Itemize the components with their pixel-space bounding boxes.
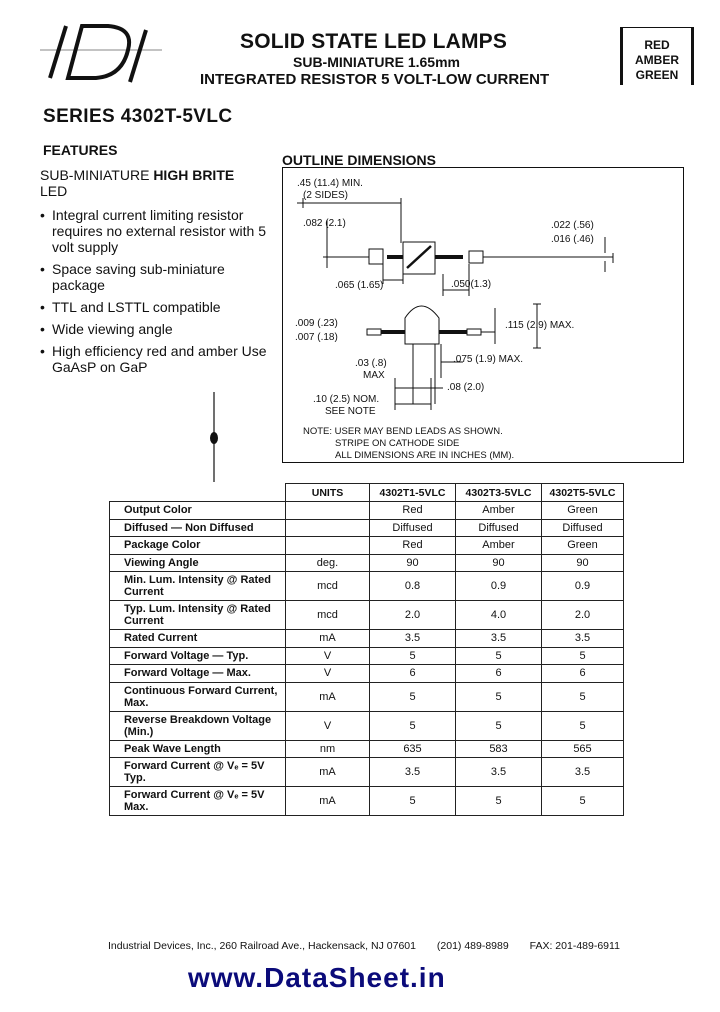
table-value-cell: 2.0: [542, 601, 624, 630]
dim-nominal: .10 (2.5) NOM.: [313, 394, 380, 405]
table-value-cell: 90: [542, 554, 624, 572]
table-value-cell: 0.9: [542, 572, 624, 601]
table-row: [110, 740, 624, 758]
table-value-cell: 5: [542, 647, 624, 665]
table-value-cell: 3.5: [456, 630, 542, 648]
table-value-cell: V: [286, 647, 370, 665]
dim-dome-width: .075 (1.9) MAX.: [453, 354, 524, 365]
table-row: [110, 647, 624, 665]
table-value-cell: 3.5: [542, 630, 624, 648]
table-value-cell: [286, 537, 370, 555]
table-value-cell: 5: [370, 711, 456, 740]
features-sub-bold: HIGH BRITE: [153, 167, 235, 183]
table-header-cell: 4302T5-5VLC: [542, 484, 624, 502]
table-row: [110, 502, 624, 520]
dim-thick-2: .007 (.18): [295, 332, 338, 343]
footer-phone: (201) 489-8989: [436, 940, 509, 952]
color-amber: AMBER: [635, 53, 679, 67]
table-value-cell: 5: [456, 682, 542, 711]
doc-subtitle-1: SUB-MINIATURE 1.65mm: [293, 54, 460, 70]
feature-item: • High efficiency red and amber Use GaAsP on GaP: [40, 343, 280, 375]
table-row: [110, 682, 624, 711]
table-value-cell: 0.9: [456, 572, 542, 601]
table-header-row: [110, 484, 624, 502]
table-param-cell: Forward Voltage — Typ.: [110, 647, 286, 665]
table-param-cell: Output Color: [110, 502, 286, 520]
watermark-link[interactable]: www.DataSheet.in: [188, 962, 446, 993]
table-value-cell: 3.5: [456, 758, 542, 787]
table-row: [110, 665, 624, 683]
table-value-cell: 4.0: [456, 601, 542, 630]
features-list: [40, 207, 280, 381]
dim-lead-d2: .016 (.46): [551, 234, 594, 245]
table-param-cell: Typ. Lum. Intensity @ Rated Current: [110, 601, 286, 630]
feature-item: • TTL and LSTTL compatible: [40, 299, 280, 315]
outline-heading: OUTLINE DIMENSIONS: [282, 152, 437, 168]
feature-item: • Wide viewing angle: [40, 321, 280, 337]
table-value-cell: Amber: [456, 502, 542, 520]
table-header-cell: UNITS: [286, 484, 370, 502]
table-row: [110, 630, 624, 648]
table-value-cell: mA: [286, 682, 370, 711]
table-value-cell: 5: [456, 711, 542, 740]
table-value-cell: 5: [456, 787, 542, 816]
dim-dome: .03 (.8): [355, 358, 387, 369]
footer: [108, 940, 638, 952]
table-value-cell: Red: [370, 537, 456, 555]
table-value-cell: Amber: [456, 537, 542, 555]
table-row: [110, 711, 624, 740]
table-value-cell: Diffused: [542, 519, 624, 537]
dim-width-1: .065 (1.65): [335, 280, 384, 291]
footer-company: Industrial Devices, Inc., 260 Railroad Ave., Hackensack, NJ 07601: [108, 940, 416, 952]
color-red: RED: [644, 38, 670, 52]
footer-fax: FAX: 201-489-6911: [529, 940, 620, 952]
table-value-cell: Green: [542, 537, 624, 555]
table-row: [110, 519, 624, 537]
dim-sides: (2 SIDES): [303, 190, 349, 201]
table-param-cell: Forward Voltage — Max.: [110, 665, 286, 683]
color-options-box: [620, 27, 694, 85]
table-value-cell: 3.5: [370, 758, 456, 787]
color-green: GREEN: [635, 68, 679, 82]
table-value-cell: 3.5: [370, 630, 456, 648]
table-param-cell: Diffused — Non Diffused: [110, 519, 286, 537]
table-value-cell: 6: [542, 665, 624, 683]
table-value-cell: 5: [542, 787, 624, 816]
table-value-cell: Red: [370, 502, 456, 520]
table-param-cell: Forward Current @ Vₑ = 5V Max.: [110, 787, 286, 816]
outline-diagram: [282, 167, 684, 463]
doc-subtitle-2: INTEGRATED RESISTOR 5 VOLT-LOW CURRENT: [200, 71, 550, 88]
table-value-cell: 565: [542, 740, 624, 758]
dim-body-width: .082 (2.1): [303, 218, 346, 229]
table-param-cell: Package Color: [110, 537, 286, 555]
table-param-cell: Continuous Forward Current, Max.: [110, 682, 286, 711]
series-title: SERIES 4302T-5VLC: [43, 106, 233, 127]
idi-logo: [36, 20, 166, 86]
dim-height: .115 (2.9) MAX.: [505, 320, 575, 331]
note-units: ALL DIMENSIONS ARE IN INCHES (MM).: [335, 450, 515, 461]
table-header-blank: [110, 484, 286, 502]
table-value-cell: Diffused: [456, 519, 542, 537]
table-row: [110, 601, 624, 630]
table-row: [110, 537, 624, 555]
table-value-cell: 6: [456, 665, 542, 683]
features-sub-prefix: SUB-MINIATURE: [40, 167, 154, 183]
table-value-cell: 5: [370, 787, 456, 816]
dim-max: MAX: [363, 370, 385, 381]
table-value-cell: 583: [456, 740, 542, 758]
table-value-cell: 635: [370, 740, 456, 758]
dim-see-note: SEE NOTE: [325, 406, 376, 417]
table-param-cell: Forward Current @ Vₑ = 5V Typ.: [110, 758, 286, 787]
table-row: [110, 787, 624, 816]
table-value-cell: nm: [286, 740, 370, 758]
table-header-cell: 4302T1-5VLC: [370, 484, 456, 502]
table-param-cell: Viewing Angle: [110, 554, 286, 572]
table-param-cell: Rated Current: [110, 630, 286, 648]
table-value-cell: 3.5: [542, 758, 624, 787]
spec-table: [109, 483, 624, 816]
dim-pitch: .08 (2.0): [447, 382, 485, 393]
feature-item: • Space saving sub-miniature package: [40, 261, 280, 293]
table-param-cell: Reverse Breakdown Voltage (Min.): [110, 711, 286, 740]
note-stripe: STRIPE ON CATHODE SIDE: [335, 438, 460, 449]
table-value-cell: Green: [542, 502, 624, 520]
table-value-cell: mA: [286, 758, 370, 787]
features-subheading: [40, 167, 280, 199]
table-value-cell: 5: [370, 682, 456, 711]
table-value-cell: deg.: [286, 554, 370, 572]
table-value-cell: [286, 502, 370, 520]
table-value-cell: mcd: [286, 572, 370, 601]
dim-width-2: .050(1.3): [451, 279, 492, 290]
table-value-cell: Diffused: [370, 519, 456, 537]
table-value-cell: V: [286, 665, 370, 683]
dim-thick-1: .009 (.23): [295, 318, 338, 329]
table-value-cell: V: [286, 711, 370, 740]
table-value-cell: mA: [286, 787, 370, 816]
table-param-cell: Peak Wave Length: [110, 740, 286, 758]
feature-item: • Integral current limiting resistor requires no external resistor with 5 volt supply: [40, 207, 280, 255]
table-value-cell: [286, 519, 370, 537]
table-value-cell: 90: [456, 554, 542, 572]
doc-title: SOLID STATE LED LAMPS: [240, 30, 508, 53]
features-sub-suffix: LED: [40, 183, 68, 199]
dim-lead-d1: .022 (.56): [551, 220, 594, 231]
features-heading: FEATURES: [43, 142, 118, 158]
table-value-cell: mcd: [286, 601, 370, 630]
table-value-cell: 5: [370, 647, 456, 665]
table-header-cell: 4302T3-5VLC: [456, 484, 542, 502]
table-value-cell: 5: [542, 711, 624, 740]
table-value-cell: 5: [542, 682, 624, 711]
table-value-cell: 90: [370, 554, 456, 572]
outline-drawing: [283, 168, 683, 462]
table-value-cell: 5: [456, 647, 542, 665]
table-value-cell: 0.8: [370, 572, 456, 601]
table-row: [110, 554, 624, 572]
table-row: [110, 758, 624, 787]
table-row: [110, 572, 624, 601]
table-value-cell: 6: [370, 665, 456, 683]
table-value-cell: 2.0: [370, 601, 456, 630]
table-param-cell: Min. Lum. Intensity @ Rated Current: [110, 572, 286, 601]
dim-lead-length: .45 (11.4) MIN.: [297, 178, 363, 189]
note-bend-leads: NOTE: USER MAY BEND LEADS AS SHOWN.: [303, 426, 503, 437]
table-value-cell: mA: [286, 630, 370, 648]
led-side-sketch: [204, 392, 224, 484]
